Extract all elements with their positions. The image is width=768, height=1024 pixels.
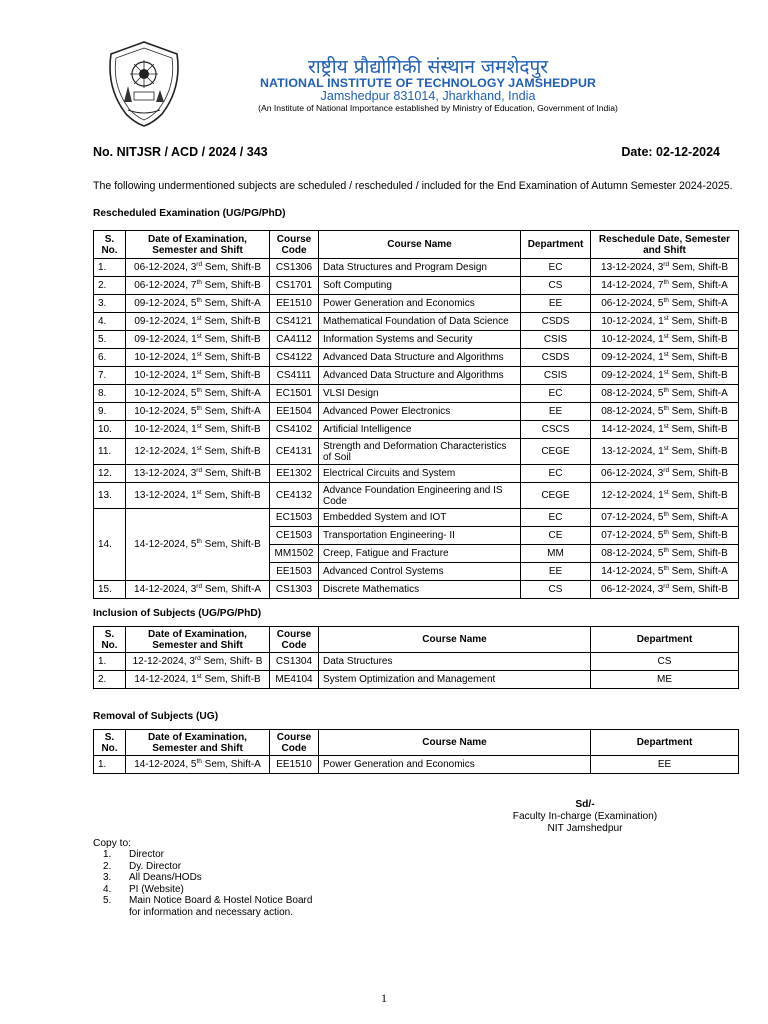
cell-course-code: EC1501	[270, 385, 319, 403]
cell-course-name: Soft Computing	[319, 277, 521, 295]
table-row	[94, 349, 739, 367]
signature-institute: NIT Jamshedpur	[547, 823, 623, 834]
semester-shift-text: Sem, Shift-B	[201, 539, 261, 550]
copy-to-item	[103, 872, 312, 884]
semester-shift-text: Sem, Shift-B	[669, 468, 728, 479]
cell-department: CSDS	[521, 349, 591, 367]
cell-sno: 1.	[94, 653, 126, 671]
header-sno: S. No.	[94, 730, 126, 756]
date-text: 14-12-2024, 1	[134, 674, 197, 685]
cell-course-name: Advanced Power Electronics	[319, 403, 521, 421]
date-text: 12-12-2024, 3	[132, 656, 195, 667]
date-text: 14-12-2024, 5	[134, 539, 197, 550]
cell-course-name: Data Structures	[319, 653, 591, 671]
copy-to-number: 5.	[103, 895, 112, 906]
cell-course-name: Discrete Mathematics	[319, 581, 521, 599]
cell-reschedule-date	[591, 295, 739, 313]
copy-to-number: 4.	[103, 883, 112, 895]
copy-to-note: for information and necessary action.	[129, 906, 293, 918]
cell-exam-date	[126, 349, 270, 367]
cell-sno: 2.	[94, 277, 126, 295]
copy-to-number: 1.	[103, 849, 112, 860]
table-row	[94, 277, 739, 295]
cell-sno: 14.	[94, 509, 126, 581]
cell-exam-date	[126, 483, 270, 509]
semester-shift-text: Sem, Shift-B	[202, 468, 261, 479]
semester-shift-text: Sem, Shift-B	[202, 262, 261, 273]
table-row	[94, 295, 739, 313]
ordinal-suffix: rd	[196, 583, 203, 590]
cell-course-code: CS1304	[270, 653, 319, 671]
ordinal-suffix: st	[196, 445, 202, 452]
cell-sno: 1.	[94, 756, 126, 774]
cell-sno: 6.	[94, 349, 126, 367]
date-text: 14-12-2024, 3	[134, 584, 197, 595]
cell-department: CS	[521, 277, 591, 295]
signature-designation: Faculty In-charge (Examination)	[512, 811, 658, 822]
cell-course-code: ME4104	[270, 671, 319, 689]
semester-shift-text: Sem, Shift- B	[200, 656, 263, 667]
ordinal-suffix: st	[663, 351, 669, 358]
cell-exam-date	[126, 421, 270, 439]
cell-course-code: CS1701	[270, 277, 319, 295]
table-header-row	[94, 627, 739, 653]
semester-shift-text: Sem, Shift-B	[668, 446, 728, 457]
cell-course-code: CS1306	[270, 259, 319, 277]
cell-department: CSIS	[521, 367, 591, 385]
date-text: 13-12-2024, 1	[134, 490, 197, 501]
date-text: 07-12-2024, 5	[601, 512, 664, 523]
date-text: 08-12-2024, 5	[601, 548, 664, 559]
cell-exam-date	[126, 277, 270, 295]
ordinal-suffix: th	[663, 511, 669, 518]
cell-reschedule-date	[591, 563, 739, 581]
cell-course-code: CS4111	[270, 367, 319, 385]
cell-department: ME	[591, 671, 739, 689]
cell-exam-date	[126, 756, 270, 774]
cell-course-code: EE1504	[270, 403, 319, 421]
semester-shift-text: Sem, Shift-B	[668, 316, 728, 327]
cell-department: CE	[521, 527, 591, 545]
table-row	[94, 465, 739, 483]
date-text: 08-12-2024, 5	[601, 406, 664, 417]
semester-shift-text: Sem, Shift-B	[668, 490, 728, 501]
semester-shift-text: Sem, Shift-A	[202, 584, 261, 595]
cell-reschedule-date	[591, 259, 739, 277]
cell-sno: 3.	[94, 295, 126, 313]
semester-shift-text: Sem, Shift-B	[201, 316, 261, 327]
semester-shift-text: Sem, Shift-A	[201, 759, 261, 770]
semester-shift-text: Sem, Shift-B	[669, 584, 728, 595]
ordinal-suffix: th	[663, 387, 669, 394]
cell-course-code: CE4131	[270, 439, 319, 465]
cell-course-name: Embedded System and IOT	[319, 509, 521, 527]
header-reschedule-date: Reschedule Date, Semester and Shift	[591, 231, 739, 259]
header-course-name: Course Name	[319, 730, 591, 756]
ordinal-suffix: st	[663, 423, 669, 430]
ordinal-suffix: st	[196, 333, 202, 340]
date-text: 08-12-2024, 5	[601, 388, 664, 399]
cell-reschedule-date	[591, 527, 739, 545]
date-text: 10-12-2024, 1	[134, 424, 197, 435]
cell-sno: 9.	[94, 403, 126, 421]
ordinal-suffix: th	[663, 529, 669, 536]
cell-course-name: Mathematical Foundation of Data Science	[319, 313, 521, 331]
cell-sno: 7.	[94, 367, 126, 385]
date-text: 12-12-2024, 1	[601, 490, 664, 501]
ordinal-suffix: st	[663, 445, 669, 452]
cell-course-code: EE1510	[270, 295, 319, 313]
signature-sd: Sd/-	[575, 799, 595, 810]
date-text: 10-12-2024, 5	[134, 388, 197, 399]
date-text: 10-12-2024, 1	[601, 334, 664, 345]
cell-exam-date	[126, 671, 270, 689]
cell-department: EC	[521, 509, 591, 527]
semester-shift-text: Sem, Shift-A	[668, 388, 728, 399]
semester-shift-text: Sem, Shift-B	[201, 490, 261, 501]
cell-reschedule-date	[591, 313, 739, 331]
cell-sno: 11.	[94, 439, 126, 465]
cell-exam-date	[126, 653, 270, 671]
header-course-code: Course Code	[270, 627, 319, 653]
cell-course-code: CS4122	[270, 349, 319, 367]
cell-reschedule-date	[591, 509, 739, 527]
semester-shift-text: Sem, Shift-A	[668, 298, 728, 309]
ordinal-suffix: rd	[194, 655, 201, 662]
cell-department: CSIS	[521, 331, 591, 349]
table-header-row	[94, 231, 739, 259]
header-sno: S. No.	[94, 627, 126, 653]
table-row	[94, 421, 739, 439]
table-row	[94, 581, 739, 599]
date-text: 14-12-2024, 5	[601, 566, 664, 577]
cell-course-code: CE1503	[270, 527, 319, 545]
cell-department: EE	[521, 403, 591, 421]
cell-reschedule-date	[591, 367, 739, 385]
cell-exam-date	[126, 465, 270, 483]
institute-name-english: NATIONAL INSTITUTE OF TECHNOLOGY JAMSHEDPUR	[259, 76, 597, 90]
copy-to-text: All Deans/HODs	[129, 872, 202, 883]
cell-course-name: Information Systems and Security	[319, 331, 521, 349]
header-course-name: Course Name	[319, 627, 591, 653]
date-text: 09-12-2024, 1	[134, 316, 197, 327]
cell-course-code: CS4121	[270, 313, 319, 331]
date-text: 07-12-2024, 5	[601, 530, 664, 541]
table-row	[94, 671, 739, 689]
copy-to-text: Main Notice Board & Hostel Notice Board	[129, 895, 313, 906]
copy-to-text: Dy. Director	[129, 860, 182, 872]
cell-department: EE	[521, 563, 591, 581]
cell-reschedule-date	[591, 465, 739, 483]
institute-address: Jamshedpur 831014, Jharkhand, India	[320, 89, 536, 103]
ordinal-suffix: th	[663, 547, 669, 554]
institute-emblem-icon	[104, 40, 184, 128]
cell-course-code: CA4112	[270, 331, 319, 349]
date-text: 09-12-2024, 1	[601, 352, 664, 363]
date-text: 10-12-2024, 5	[134, 406, 197, 417]
date-text: 06-12-2024, 3	[601, 584, 664, 595]
date-text: 06-12-2024, 5	[601, 298, 664, 309]
cell-sno: 1.	[94, 259, 126, 277]
cell-department: EC	[521, 259, 591, 277]
date-text: 10-12-2024, 1	[134, 352, 197, 363]
ordinal-suffix: st	[196, 369, 202, 376]
table-row	[94, 483, 739, 509]
cell-department: MM	[521, 545, 591, 563]
removal-table	[93, 729, 739, 774]
copy-to-number: 3.	[103, 872, 112, 883]
page-number: 1	[381, 991, 387, 1005]
cell-department: CEGE	[521, 483, 591, 509]
cell-sno: 13.	[94, 483, 126, 509]
cell-sno: 5.	[94, 331, 126, 349]
cell-sno: 10.	[94, 421, 126, 439]
semester-shift-text: Sem, Shift-B	[668, 530, 728, 541]
table-row	[94, 313, 739, 331]
ordinal-suffix: rd	[196, 261, 203, 268]
cell-department: CS	[521, 581, 591, 599]
ordinal-suffix: th	[196, 279, 202, 286]
table-row	[94, 385, 739, 403]
ordinal-suffix: th	[663, 565, 669, 572]
ordinal-suffix: th	[663, 297, 669, 304]
copy-to-item	[103, 849, 312, 861]
date-text: 10-12-2024, 1	[134, 370, 197, 381]
cell-course-name: Transportation Engineering- II	[319, 527, 521, 545]
semester-shift-text: Sem, Shift-B	[201, 370, 261, 381]
inclusion-section-title: Inclusion of Subjects (UG/PG/PhD)	[93, 608, 262, 619]
cell-course-code: MM1502	[270, 545, 319, 563]
semester-shift-text: Sem, Shift-B	[668, 406, 728, 417]
date-text: 06-12-2024, 3	[134, 262, 197, 273]
ordinal-suffix: th	[663, 405, 669, 412]
copy-to-text: PI (Website)	[129, 883, 184, 895]
cell-department: CEGE	[521, 439, 591, 465]
header-department: Department	[591, 627, 739, 653]
cell-department: CSCS	[521, 421, 591, 439]
semester-shift-text: Sem, Shift-B	[201, 424, 261, 435]
cell-reschedule-date	[591, 385, 739, 403]
cell-course-name: Advanced Data Structure and Algorithms	[319, 367, 521, 385]
ordinal-suffix: st	[663, 333, 669, 340]
semester-shift-text: Sem, Shift-A	[668, 566, 728, 577]
cell-department: EC	[521, 465, 591, 483]
date-text: 09-12-2024, 5	[134, 298, 197, 309]
semester-shift-text: Sem, Shift-B	[201, 352, 261, 363]
cell-course-name: Advanced Data Structure and Algorithms	[319, 349, 521, 367]
cell-reschedule-date	[591, 483, 739, 509]
table-row	[94, 367, 739, 385]
header-course-name: Course Name	[319, 231, 521, 259]
ordinal-suffix: th	[196, 538, 202, 545]
cell-sno: 4.	[94, 313, 126, 331]
semester-shift-text: Sem, Shift-A	[201, 298, 261, 309]
ordinal-suffix: rd	[663, 467, 670, 474]
semester-shift-text: Sem, Shift-B	[201, 674, 261, 685]
cell-course-name: Artificial Intelligence	[319, 421, 521, 439]
cell-course-name: Data Structures and Program Design	[319, 259, 521, 277]
cell-reschedule-date	[591, 421, 739, 439]
cell-exam-date	[126, 509, 270, 581]
cell-department: EE	[591, 756, 739, 774]
date-text: 13-12-2024, 3	[601, 262, 664, 273]
semester-shift-text: Sem, Shift-B	[668, 424, 728, 435]
cell-course-code: EE1302	[270, 465, 319, 483]
header-course-code: Course Code	[270, 730, 319, 756]
cell-department: EC	[521, 385, 591, 403]
cell-course-name: Advanced Control Systems	[319, 563, 521, 581]
notice-date: Date: 02-12-2024	[621, 145, 720, 159]
copy-to-number: 2.	[103, 860, 112, 872]
copy-to-list	[103, 849, 312, 918]
cell-reschedule-date	[591, 403, 739, 421]
cell-reschedule-date	[591, 349, 739, 367]
ordinal-suffix: st	[663, 369, 669, 376]
notice-intro: The following undermentioned subjects are scheduled / rescheduled / included for the End Examination of Autumn Semester 2024-2025.	[93, 180, 733, 192]
ordinal-suffix: st	[196, 351, 202, 358]
cell-reschedule-date	[591, 439, 739, 465]
cell-course-code: CE4132	[270, 483, 319, 509]
cell-sno: 15.	[94, 581, 126, 599]
date-text: 13-12-2024, 3	[134, 468, 197, 479]
table-row	[94, 756, 739, 774]
cell-exam-date	[126, 403, 270, 421]
table-row	[94, 331, 739, 349]
removal-section-title: Removal of Subjects (UG)	[93, 711, 219, 722]
cell-course-code: CS4102	[270, 421, 319, 439]
cell-exam-date	[126, 385, 270, 403]
cell-course-name: Advance Foundation Engineering and IS Code	[319, 483, 521, 509]
ordinal-suffix: th	[196, 405, 202, 412]
cell-course-name: Electrical Circuits and System	[319, 465, 521, 483]
table-header-row	[94, 730, 739, 756]
copy-to-item	[103, 895, 312, 907]
copy-to-label: Copy to:	[93, 838, 131, 849]
ordinal-suffix: th	[196, 297, 202, 304]
date-text: 14-12-2024, 1	[601, 424, 664, 435]
date-text: 06-12-2024, 7	[134, 280, 197, 291]
date-text: 14-12-2024, 7	[601, 280, 664, 291]
reference-number: No. NITJSR / ACD / 2024 / 343	[93, 145, 268, 159]
ordinal-suffix: rd	[663, 261, 670, 268]
cell-sno: 8.	[94, 385, 126, 403]
cell-course-code: EC1503	[270, 509, 319, 527]
table-row	[94, 259, 739, 277]
cell-department: EE	[521, 295, 591, 313]
cell-reschedule-date	[591, 331, 739, 349]
ordinal-suffix: st	[663, 315, 669, 322]
cell-sno: 12.	[94, 465, 126, 483]
semester-shift-text: Sem, Shift-A	[668, 280, 728, 291]
cell-course-code: EE1510	[270, 756, 319, 774]
semester-shift-text: Sem, Shift-A	[668, 512, 728, 523]
cell-course-name: Power Generation and Economics	[319, 295, 521, 313]
semester-shift-text: Sem, Shift-B	[201, 334, 261, 345]
cell-reschedule-date	[591, 581, 739, 599]
header-exam-date: Date of Examination, Semester and Shift	[126, 730, 270, 756]
date-text: 06-12-2024, 3	[601, 468, 664, 479]
table-row	[94, 509, 739, 527]
cell-course-code: CS1303	[270, 581, 319, 599]
cell-exam-date	[126, 295, 270, 313]
copy-to-item	[103, 884, 312, 896]
cell-course-name: Power Generation and Economics	[319, 756, 591, 774]
date-text: 10-12-2024, 1	[601, 316, 664, 327]
semester-shift-text: Sem, Shift-B	[201, 280, 261, 291]
header-course-code: Course Code	[270, 231, 319, 259]
rescheduled-section-title: Rescheduled Examination (UG/PG/PhD)	[93, 208, 286, 219]
inclusion-table	[93, 626, 739, 689]
ordinal-suffix: st	[196, 423, 202, 430]
header-sno: S. No.	[94, 231, 126, 259]
semester-shift-text: Sem, Shift-A	[201, 406, 261, 417]
cell-department: CSDS	[521, 313, 591, 331]
semester-shift-text: Sem, Shift-B	[668, 370, 728, 381]
semester-shift-text: Sem, Shift-B	[668, 352, 728, 363]
cell-course-name: System Optimization and Management	[319, 671, 591, 689]
rescheduled-table	[93, 230, 739, 599]
date-text: 12-12-2024, 1	[134, 446, 197, 457]
cell-exam-date	[126, 259, 270, 277]
header-department: Department	[521, 231, 591, 259]
ordinal-suffix: rd	[196, 467, 203, 474]
date-text: 09-12-2024, 1	[601, 370, 664, 381]
ordinal-suffix: th	[196, 387, 202, 394]
semester-shift-text: Sem, Shift-A	[201, 388, 261, 399]
header-department: Department	[591, 730, 739, 756]
semester-shift-text: Sem, Shift-B	[669, 262, 728, 273]
table-row	[94, 653, 739, 671]
ordinal-suffix: th	[196, 758, 202, 765]
copy-to-item	[103, 861, 312, 873]
table-row	[94, 403, 739, 421]
ordinal-suffix: st	[663, 489, 669, 496]
header-exam-date: Date of Examination, Semester and Shift	[126, 231, 270, 259]
copy-to-text: Director	[129, 849, 165, 860]
ordinal-suffix: th	[663, 279, 669, 286]
cell-reschedule-date	[591, 545, 739, 563]
cell-exam-date	[126, 313, 270, 331]
cell-exam-date	[126, 439, 270, 465]
semester-shift-text: Sem, Shift-B	[201, 446, 261, 457]
cell-sno: 2.	[94, 671, 126, 689]
cell-course-name: Creep, Fatigue and Fracture	[319, 545, 521, 563]
semester-shift-text: Sem, Shift-B	[668, 548, 728, 559]
table-row	[94, 439, 739, 465]
semester-shift-text: Sem, Shift-B	[668, 334, 728, 345]
date-text: 09-12-2024, 1	[134, 334, 197, 345]
date-text: 13-12-2024, 1	[601, 446, 664, 457]
ordinal-suffix: st	[196, 489, 202, 496]
cell-course-name: Strength and Deformation Characteristics of Soil	[319, 439, 521, 465]
cell-exam-date	[126, 367, 270, 385]
institute-name-hindi: राष्ट्रीय प्रौद्योगिकी संस्थान जमशेदपुर	[307, 56, 549, 78]
date-text: 14-12-2024, 5	[134, 759, 197, 770]
cell-course-name: VLSI Design	[319, 385, 521, 403]
cell-exam-date	[126, 581, 270, 599]
cell-reschedule-date	[591, 277, 739, 295]
ordinal-suffix: st	[196, 673, 202, 680]
cell-department: CS	[591, 653, 739, 671]
ordinal-suffix: rd	[663, 583, 670, 590]
ordinal-suffix: st	[196, 315, 202, 322]
cell-exam-date	[126, 331, 270, 349]
header-exam-date: Date of Examination, Semester and Shift	[126, 627, 270, 653]
cell-course-code: EE1503	[270, 563, 319, 581]
institute-tagline: (An Institute of National Importance established by Ministry of Education, Government of India)	[258, 103, 618, 113]
